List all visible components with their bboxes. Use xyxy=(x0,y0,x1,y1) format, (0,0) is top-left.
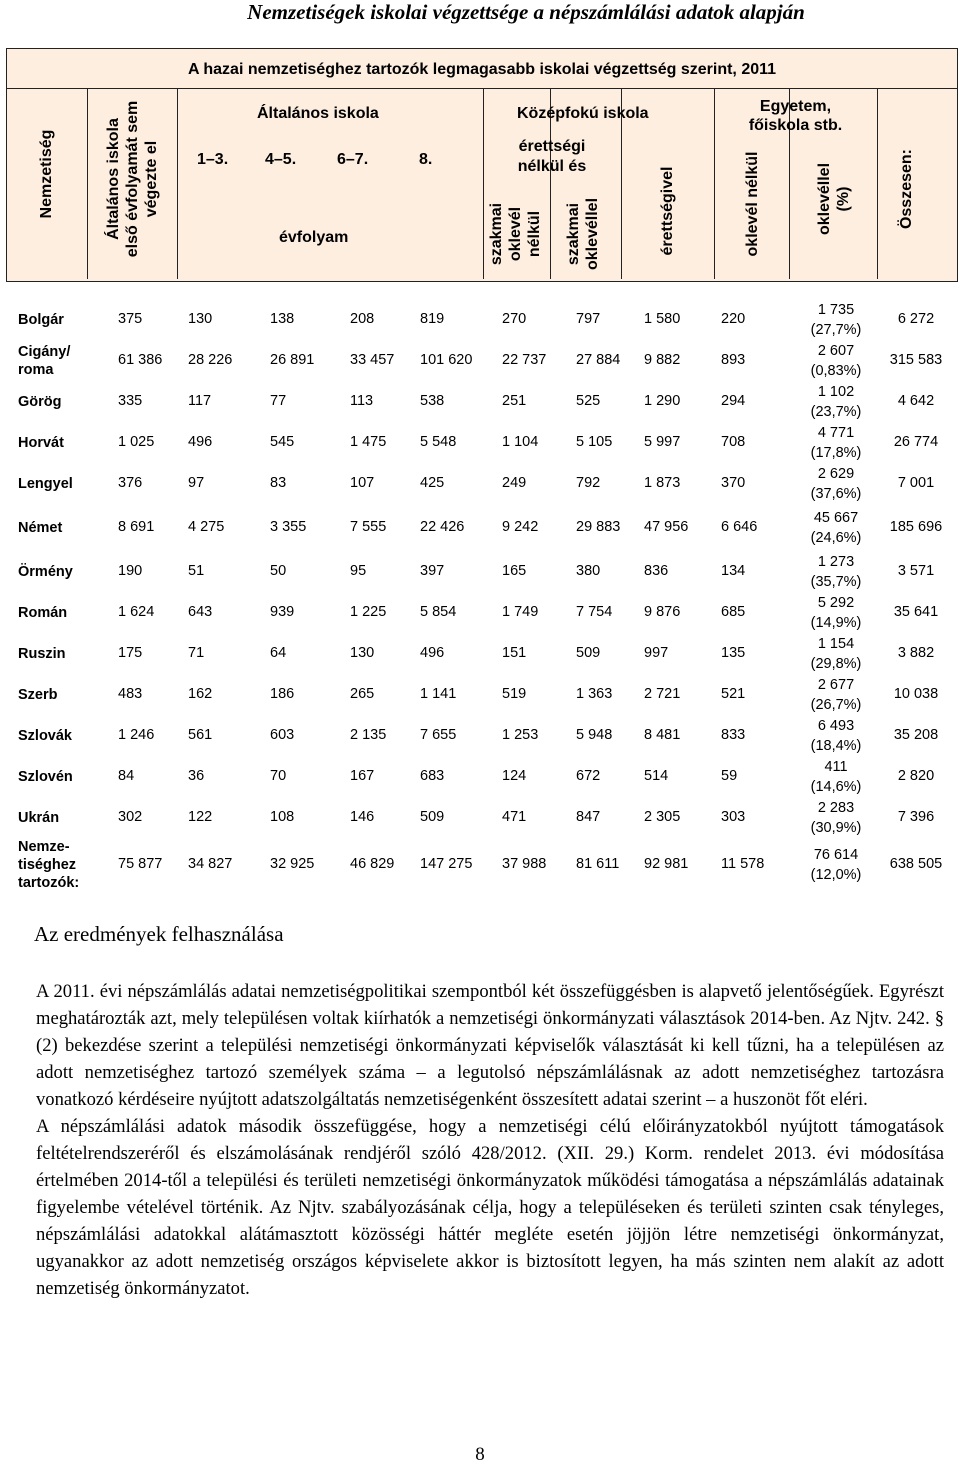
header-erettsegivel: érettségivel xyxy=(659,166,676,256)
table-cell: 496 xyxy=(188,434,213,450)
table-cell: 997 xyxy=(644,645,669,661)
table-cell: 1 749 xyxy=(502,604,539,620)
table-cell: 33 457 xyxy=(350,352,395,368)
table-cell: 1 104 xyxy=(502,434,539,450)
header-nemzetiseg: Nemzetiség xyxy=(38,129,55,219)
table-header xyxy=(6,48,958,282)
table-cell: 514 xyxy=(644,768,669,784)
oklevellel-cell: 2 629 (37,6%) xyxy=(810,466,862,502)
table-cell: 685 xyxy=(721,604,746,620)
header-grade-4-5: 4–5. xyxy=(265,151,297,168)
table-row xyxy=(16,839,946,891)
table-cell: 175 xyxy=(118,645,143,661)
table-cell: 51 xyxy=(188,563,205,579)
table-cell: 561 xyxy=(188,727,213,743)
table-cell: 3 355 xyxy=(270,519,307,535)
table-cell: 1 141 xyxy=(420,686,457,702)
table-cell: 1 025 xyxy=(118,434,155,450)
oklevellel-cell: 411 (14,6%) xyxy=(810,759,862,795)
table-cell: 27 884 xyxy=(576,352,621,368)
table-cell: 7 555 xyxy=(350,519,387,535)
table-cell: 46 829 xyxy=(350,856,395,872)
body-text xyxy=(36,978,944,1302)
table-cell: 9 242 xyxy=(502,519,539,535)
table-cell: 75 877 xyxy=(118,856,163,872)
row-nationality: Ukrán xyxy=(18,810,60,826)
table-cell: 50 xyxy=(270,563,287,579)
divider xyxy=(87,89,88,279)
paragraph: A népszámlálási adatok második összefüggése, hogy a nemzetiségi célú előirányzatokból nyújtott támogatások feltételrendszeréről és elszámolásának rendjéről szóló 428/2012. (XII. 29.) Korm. rendelet 2013. évi módosítása értelmében 2014-től a települési és területi nemzetiségi önkormányzatok működési támogatása a népszámlálás adatainak figyelembe vételével történik. Az Njtv. szabályozásának célja, hogy a településeken és területi szinten csak tényleges, népszámlálási adatokkal alátámasztott közösségi háttér megléte esetén jöjjön létre nemzetiségi önkormányzat, ugyanakkor az adott nemzetiség országos képviselete akkor is biztosított legyen, ha más szinten nem alakít az adott nemzetiség önkormányzatot. xyxy=(36,1116,944,1299)
table-cell: 335 xyxy=(118,393,143,409)
oklevellel-cell: 1 735 (27,7%) xyxy=(810,302,862,338)
total-cell: 7 001 xyxy=(897,475,935,491)
table-cell: 162 xyxy=(188,686,213,702)
oklevellel-cell: 5 292 (14,9%) xyxy=(810,595,862,631)
table-cell: 2 721 xyxy=(644,686,681,702)
table-row xyxy=(16,716,946,756)
total-cell: 2 820 xyxy=(897,768,935,784)
table-cell: 2 305 xyxy=(644,809,681,825)
table-cell: 4 275 xyxy=(188,519,225,535)
header-grade-1-3: 1–3. xyxy=(197,151,229,168)
table-row xyxy=(16,464,946,504)
table-cell: 483 xyxy=(118,686,143,702)
divider xyxy=(177,89,178,279)
table-cell: 538 xyxy=(420,393,445,409)
total-cell: 315 583 xyxy=(889,352,943,368)
table-cell: 92 981 xyxy=(644,856,689,872)
table-cell: 9 876 xyxy=(644,604,681,620)
table-cell: 97 xyxy=(188,475,205,491)
row-nationality: Nemze- tiséghez tartozók: xyxy=(18,839,80,891)
table-cell: 77 xyxy=(270,393,287,409)
table-cell: 797 xyxy=(576,311,601,327)
table-cell: 5 948 xyxy=(576,727,613,743)
table-cell: 521 xyxy=(721,686,746,702)
table-cell: 519 xyxy=(502,686,527,702)
header-altalanos: Általános iskola xyxy=(257,105,379,122)
table-cell: 71 xyxy=(188,645,205,661)
total-cell: 3 571 xyxy=(897,563,935,579)
header-grade-8: 8. xyxy=(419,151,433,168)
table-cell: 792 xyxy=(576,475,601,491)
header-evfolyam: évfolyam xyxy=(279,229,349,246)
table-cell: 683 xyxy=(420,768,445,784)
table-cell: 11 578 xyxy=(721,856,765,872)
table-cell: 84 xyxy=(118,768,135,784)
total-cell: 26 774 xyxy=(893,434,939,450)
header-szakmai-oklevellel: szakmai oklevéllel xyxy=(565,197,601,271)
table-cell: 108 xyxy=(270,809,295,825)
table-cell: 26 891 xyxy=(270,352,315,368)
table-cell: 1 253 xyxy=(502,727,539,743)
table-cell: 1 225 xyxy=(350,604,387,620)
row-nationality: Örmény xyxy=(18,564,73,580)
page-title: Nemzetiségek iskolai végzettsége a népszámlálási adatok alapján xyxy=(247,0,805,24)
table-cell: 59 xyxy=(721,768,738,784)
table-cell: 1 290 xyxy=(644,393,681,409)
total-cell: 638 505 xyxy=(889,856,943,872)
row-nationality: Görög xyxy=(18,394,62,410)
table-cell: 375 xyxy=(118,311,143,327)
table-cell: 603 xyxy=(270,727,295,743)
row-nationality: Horvát xyxy=(18,435,64,451)
table-cell: 471 xyxy=(502,809,527,825)
table-cell: 376 xyxy=(118,475,143,491)
table-caption: A hazai nemzetiséghez tartozók legmagasabb iskolai végzettség szerint, 2011 xyxy=(187,61,777,78)
oklevellel-cell: 1 273 (35,7%) xyxy=(810,554,862,590)
header-grade-6-7: 6–7. xyxy=(337,151,369,168)
table-cell: 833 xyxy=(721,727,746,743)
table-cell: 509 xyxy=(576,645,601,661)
table-cell: 9 882 xyxy=(644,352,681,368)
table-cell: 64 xyxy=(270,645,287,661)
table-cell: 1 363 xyxy=(576,686,613,702)
table-row xyxy=(16,675,946,715)
table-cell: 303 xyxy=(721,809,746,825)
table-cell: 135 xyxy=(721,645,746,661)
table-cell: 8 481 xyxy=(644,727,681,743)
table-cell: 6 646 xyxy=(721,519,758,535)
oklevellel-cell: 2 677 (26,7%) xyxy=(810,677,862,713)
table-cell: 190 xyxy=(118,563,143,579)
header-egyetem: Egyetem, főiskola stb. xyxy=(748,98,843,134)
table-cell: 29 883 xyxy=(576,519,621,535)
table-cell: 167 xyxy=(350,768,375,784)
table-cell: 5 854 xyxy=(420,604,457,620)
table-cell: 36 xyxy=(188,768,205,784)
header-osszesen: Összesen: xyxy=(898,148,915,230)
table-row xyxy=(16,300,946,340)
oklevellel-cell: 2 607 (0,83%) xyxy=(810,343,862,379)
header-oklevel-nelkul: oklevél nélkül xyxy=(744,151,761,257)
oklevellel-cell: 45 667 (24,6%) xyxy=(810,510,862,546)
table-cell: 7 754 xyxy=(576,604,613,620)
table-cell: 893 xyxy=(721,352,746,368)
table-row xyxy=(16,757,946,797)
table-cell: 939 xyxy=(270,604,295,620)
header-nem-vegezte: Általános iskola első évfolyamát sem végezte el xyxy=(105,100,160,258)
row-nationality: Német xyxy=(18,520,63,536)
table-cell: 2 135 xyxy=(350,727,387,743)
table-cell: 124 xyxy=(502,768,527,784)
divider xyxy=(483,89,484,279)
table-row xyxy=(16,593,946,633)
row-nationality: Szlovák xyxy=(18,728,72,744)
table-cell: 22 426 xyxy=(420,519,465,535)
table-cell: 672 xyxy=(576,768,601,784)
total-cell: 7 396 xyxy=(897,809,935,825)
table-cell: 130 xyxy=(188,311,213,327)
table-cell: 83 xyxy=(270,475,287,491)
row-nationality: Lengyel xyxy=(18,476,73,492)
table-cell: 525 xyxy=(576,393,601,409)
table-cell: 95 xyxy=(350,563,367,579)
row-nationality: Szlovén xyxy=(18,769,73,785)
table-cell: 836 xyxy=(644,563,669,579)
table-cell: 708 xyxy=(721,434,746,450)
table-cell: 5 105 xyxy=(576,434,613,450)
table-cell: 130 xyxy=(350,645,375,661)
row-nationality: Szerb xyxy=(18,687,58,703)
table-cell: 22 737 xyxy=(502,352,547,368)
oklevellel-cell: 1 154 (29,8%) xyxy=(810,636,862,672)
table-cell: 847 xyxy=(576,809,601,825)
total-cell: 6 272 xyxy=(897,311,935,327)
table-cell: 249 xyxy=(502,475,527,491)
table-cell: 8 691 xyxy=(118,519,155,535)
table-cell: 47 956 xyxy=(644,519,689,535)
header-kozepfoku: Középfokú iskola xyxy=(517,105,649,122)
total-cell: 4 642 xyxy=(897,393,935,409)
total-cell: 185 696 xyxy=(889,519,943,535)
row-nationality: Bolgár xyxy=(18,312,64,328)
table-row xyxy=(16,382,946,422)
table-cell: 270 xyxy=(502,311,527,327)
header-erettsegi-nelkul: érettségi nélkül és xyxy=(517,138,587,175)
table-cell: 5 997 xyxy=(644,434,681,450)
table-cell: 107 xyxy=(350,475,375,491)
table-cell: 165 xyxy=(502,563,527,579)
oklevellel-cell: 76 614 (12,0%) xyxy=(810,847,862,883)
table-row xyxy=(16,552,946,592)
oklevellel-cell: 4 771 (17,8%) xyxy=(810,425,862,461)
table-cell: 370 xyxy=(721,475,746,491)
table-row xyxy=(16,506,946,550)
table-cell: 294 xyxy=(721,393,746,409)
table-cell: 1 624 xyxy=(118,604,155,620)
table-cell: 251 xyxy=(502,393,527,409)
page-number: 8 xyxy=(475,1444,485,1465)
table-cell: 819 xyxy=(420,311,445,327)
row-nationality: Román xyxy=(18,605,68,621)
oklevellel-cell: 2 283 (30,9%) xyxy=(810,800,862,836)
table-cell: 220 xyxy=(721,311,746,327)
table-cell: 496 xyxy=(420,645,445,661)
table-cell: 1 580 xyxy=(644,311,681,327)
oklevellel-cell: 1 102 (23,7%) xyxy=(810,384,862,420)
table-cell: 7 655 xyxy=(420,727,457,743)
table-cell: 70 xyxy=(270,768,287,784)
header-oklevellel: oklevéllel (%) xyxy=(816,162,852,236)
table-cell: 122 xyxy=(188,809,213,825)
table-cell: 643 xyxy=(188,604,213,620)
table-row xyxy=(16,341,946,381)
table-cell: 34 827 xyxy=(188,856,233,872)
total-cell: 10 038 xyxy=(893,686,939,702)
table-cell: 380 xyxy=(576,563,601,579)
total-cell: 35 641 xyxy=(893,604,939,620)
table-cell: 302 xyxy=(118,809,143,825)
table-cell: 61 386 xyxy=(118,352,163,368)
table-cell: 81 611 xyxy=(576,856,620,872)
table-cell: 208 xyxy=(350,311,375,327)
table-cell: 151 xyxy=(502,645,527,661)
table-row xyxy=(16,798,946,838)
table-cell: 1 246 xyxy=(118,727,155,743)
table-cell: 134 xyxy=(721,563,746,579)
table-cell: 101 620 xyxy=(420,352,473,368)
table-cell: 186 xyxy=(270,686,295,702)
table-cell: 545 xyxy=(270,434,295,450)
table-cell: 117 xyxy=(188,393,212,409)
table-cell: 509 xyxy=(420,809,445,825)
table-cell: 37 988 xyxy=(502,856,547,872)
total-cell: 3 882 xyxy=(897,645,935,661)
table-cell: 32 925 xyxy=(270,856,315,872)
total-cell: 35 208 xyxy=(893,727,939,743)
table-cell: 1 873 xyxy=(644,475,681,491)
table-cell: 138 xyxy=(270,311,295,327)
section-title: Az eredmények felhasználása xyxy=(34,922,284,946)
table-cell: 28 226 xyxy=(188,352,233,368)
row-nationality: Ruszin xyxy=(18,646,66,662)
row-nationality: Cigány/ roma xyxy=(18,344,71,378)
header-szakmai-oklevel-nelkul: szakmai oklevél nélkül xyxy=(488,202,543,266)
table-cell: 113 xyxy=(350,393,374,409)
table-cell: 146 xyxy=(350,809,375,825)
table-cell: 147 275 xyxy=(420,856,473,872)
table-cell: 425 xyxy=(420,475,445,491)
table-row xyxy=(16,634,946,674)
table-cell: 265 xyxy=(350,686,375,702)
table-cell: 1 475 xyxy=(350,434,387,450)
divider xyxy=(877,89,878,279)
paragraph: A 2011. évi népszámlálás adatai nemzetiségpolitikai szempontból két összefüggésben is alapvető jelentőségűek. Egyrészt meghatározták azt, mely településen voltak kiírhatók a nemzetiségi önkormányzati választások 2014-ben. Az Njtv. 242. § (2) bekezdése szerint a települési nemzetiségi önkormányzati képviselők választását ki kell tűzni, ha a településen az adott nemzetiséghez tartozó személyek száma – a legutolsó népszámlálásnak az adott nemzetiséghez tartozásra vonatkozó kérdéseire nyújtott adatszolgáltatás nemzetiségenként összesített adatai szerint – a huszonöt főt eléri. xyxy=(36,981,944,1110)
table-row xyxy=(16,423,946,463)
oklevellel-cell: 6 493 (18,4%) xyxy=(810,718,862,754)
table-cell: 5 548 xyxy=(420,434,457,450)
table-cell: 397 xyxy=(420,563,445,579)
